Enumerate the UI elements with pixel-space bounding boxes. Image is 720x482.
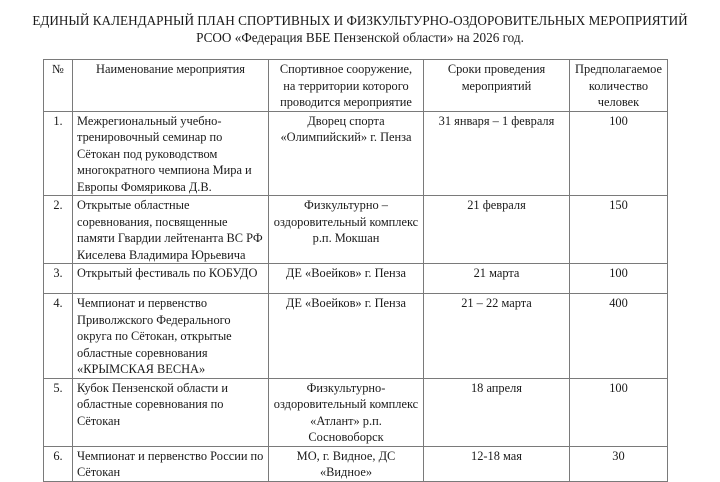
event-date: 12-18 мая	[424, 446, 570, 481]
table-row	[44, 294, 668, 379]
table-row	[44, 446, 668, 481]
event-venue: Дворец спорта «Олимпийский» г. Пенза	[269, 111, 424, 196]
title-line-1: ЕДИНЫЙ КАЛЕНДАРНЫЙ ПЛАН СПОРТИВНЫХ И ФИЗКУЛЬТУРНО-ОЗДОРОВИТЕЛЬНЫХ МЕРОПРИЯТИЙ	[32, 13, 688, 28]
event-name: Чемпионат и первенство Приволжского Федерального округа по Сётокан, открытые областные соревнования «КРЫМСКАЯ ВЕСНА»	[73, 294, 269, 379]
row-number: 6.	[44, 446, 73, 481]
header-participants: Предполагаемое количество человек	[570, 60, 668, 112]
header-event-name: Наименование мероприятия	[73, 60, 269, 112]
event-participants: 400	[570, 294, 668, 379]
event-venue: ДЕ «Воейков» г. Пенза	[269, 264, 424, 294]
events-table	[43, 59, 668, 482]
event-date: 31 января – 1 февраля	[424, 111, 570, 196]
event-name: Чемпионат и первенство России по Сётокан	[73, 446, 269, 481]
row-number: 4.	[44, 294, 73, 379]
header-dates: Сроки проведения мероприятий	[424, 60, 570, 112]
document-title	[0, 12, 720, 46]
event-participants: 150	[570, 196, 668, 264]
table-row	[44, 264, 668, 294]
event-date: 21 февраля	[424, 196, 570, 264]
event-name: Открытый фестиваль по КОБУДО	[73, 264, 269, 294]
event-venue: Физкультурно-оздоровительный комплекс «Атлант» р.п. Сосновоборск	[269, 378, 424, 446]
title-line-2: РСОО «Федерация ВБЕ Пензенской области» на 2026 год.	[196, 30, 524, 45]
row-number: 2.	[44, 196, 73, 264]
event-date: 21 – 22 марта	[424, 294, 570, 379]
event-participants: 100	[570, 378, 668, 446]
event-name: Кубок Пензенской области и областные соревнования по Сётокан	[73, 378, 269, 446]
row-number: 1.	[44, 111, 73, 196]
table-row	[44, 196, 668, 264]
event-venue: ДЕ «Воейков» г. Пенза	[269, 294, 424, 379]
event-name: Межрегиональный учебно-тренировочный семинар по Сётокан под руководством многократного чемпиона Мира и Европы Фомярикова Д.В.	[73, 111, 269, 196]
table-row	[44, 111, 668, 196]
event-participants: 100	[570, 111, 668, 196]
row-number: 5.	[44, 378, 73, 446]
row-number: 3.	[44, 264, 73, 294]
event-venue: МО, г. Видное, ДС «Видное»	[269, 446, 424, 481]
event-participants: 100	[570, 264, 668, 294]
header-venue: Спортивное сооружение, на территории которого проводится мероприятие	[269, 60, 424, 112]
event-participants: 30	[570, 446, 668, 481]
event-date: 21 марта	[424, 264, 570, 294]
header-number: №	[44, 60, 73, 112]
event-name: Открытые областные соревнования, посвященные памяти Гвардии лейтенанта ВС РФ Киселева Владимира Юрьевича	[73, 196, 269, 264]
event-venue: Физкультурно – оздоровительный комплекс р.п. Мокшан	[269, 196, 424, 264]
table-row	[44, 378, 668, 446]
event-date: 18 апреля	[424, 378, 570, 446]
header-row	[44, 60, 668, 112]
